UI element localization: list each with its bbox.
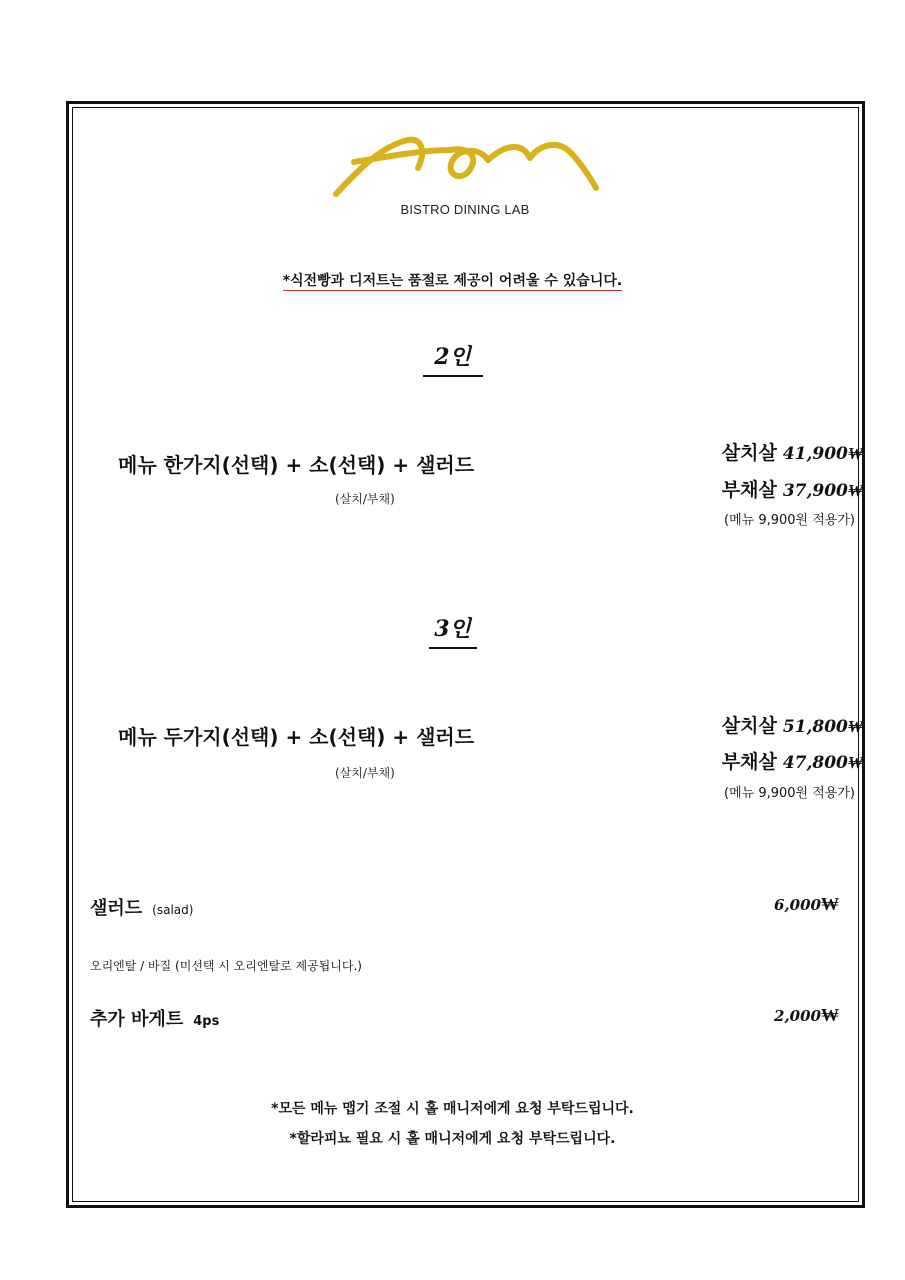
salad-item: 샐러드 (salad) (90, 898, 194, 919)
price-salchi-2p: 살치살 41,900₩ (721, 442, 863, 464)
footer-note-jalapeno: *할라피뇨 필요 시 홀 매니저에게 요청 부탁드립니다. (289, 1131, 616, 1147)
brand-subtitle: BISTRO DINING LAB (400, 202, 530, 217)
price-buchae-2p: 부채살 37,900₩ (721, 479, 863, 501)
price-buchae-3p: 부채살 47,800₩ (721, 751, 863, 773)
notice-text: *식전빵과 디저트는 품절로 제공이 어려울 수 있습니다. (282, 273, 623, 289)
menu-combo-3p: 메뉴 두가지(선택) + 소(선택) + 샐러드 (118, 725, 475, 749)
menu-cut-options-2p: (살치/부채) (335, 492, 395, 506)
title-underline (429, 647, 477, 649)
title-underline (423, 375, 483, 377)
footer-note-spice: *모든 메뉴 맵기 조절 시 홀 매니저에게 요청 부탁드립니다. (271, 1101, 634, 1117)
price-salchi-3p: 살치살 51,800₩ (721, 715, 863, 737)
dressing-options: 오리엔탈 / 바질 (미선택 시 오리엔탈로 제공됩니다.) (90, 959, 362, 973)
salad-price: 6,000₩ (774, 894, 839, 915)
baguette-price: 2,000₩ (774, 1005, 839, 1026)
price-note-2p: (메뉴 9,900원 적용가) (724, 513, 855, 528)
section-title-2p: 2인 (0, 340, 905, 377)
section-title-3p: 3인 (0, 612, 905, 649)
price-note-3p: (메뉴 9,900원 적용가) (724, 786, 855, 801)
aron-logo (330, 128, 600, 200)
menu-cut-options-3p: (살치/부채) (335, 766, 395, 780)
menu-combo-2p: 메뉴 한가지(선택) + 소(선택) + 샐러드 (118, 453, 475, 477)
baguette-item: 추가 바게트 4ps (90, 1009, 220, 1030)
